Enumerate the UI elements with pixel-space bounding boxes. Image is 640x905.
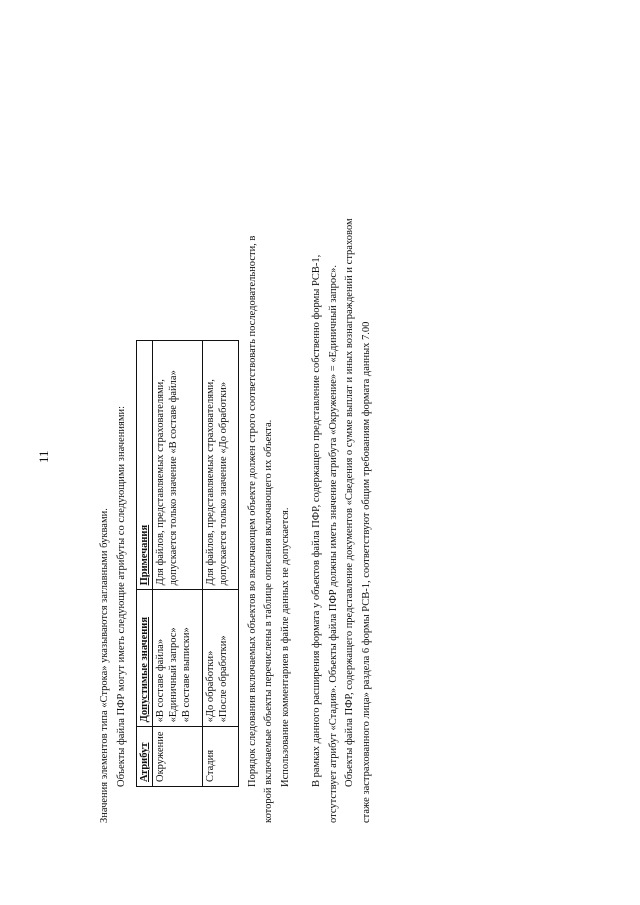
header-allowed-values: Допустимые значения: [137, 590, 153, 727]
value-line: «До обработки»: [205, 650, 217, 723]
cell-values: [203, 590, 239, 727]
cell-notes: [153, 341, 203, 590]
intro-line-1: Значения элементов типа «Строка» указываются заглавными буквами.: [99, 508, 110, 823]
page-number: 11: [36, 450, 51, 463]
value-line: «Единичный запрос»: [168, 627, 180, 723]
note-line: допускается только значение «До обработки»: [218, 381, 230, 586]
note-line: Для файлов, представляемых страхователями,: [205, 379, 217, 586]
body-line-6: Объекты файла ПФР, содержащего представление документов «Сведения о сумме выплат и иных вознаграждений и страховом: [344, 218, 355, 787]
body-line-3: Использование комментариев в файле данных не допускается.: [280, 507, 291, 787]
table-row: [153, 341, 203, 787]
attributes-table: [136, 340, 239, 787]
cell-values: [153, 590, 203, 727]
value-line: «После обработки»: [218, 635, 230, 723]
body-line-5: отсутствует атрибут «Стадия». Объекты файла ПФР должны иметь значение атрибута «Окружение» = «Единичный запрос».: [328, 265, 339, 823]
body-line-2: которой включаемые объекты перечислены в таблице описания включающего их объекта.: [263, 419, 274, 823]
cell-attribute: Окружение: [153, 727, 203, 787]
body-line-7: стаже застрахованного лица» раздела 6 формы РСВ-1, соответствуют общим требованиям формата данных 7.00: [361, 321, 372, 823]
cell-notes: [203, 341, 239, 590]
body-line-4: В рамках данного расширения формата у объектов файла ПФР, содержащего представление собственно формы РСВ-1,: [311, 254, 322, 787]
body-line-1: Порядок следования включаемых объектов во включающем объекте должен строго соответствовать последовательности, в: [247, 235, 258, 787]
value-line: «В составе выписки»: [181, 627, 193, 723]
table-row: [203, 341, 239, 787]
table-header-row: [137, 341, 153, 787]
note-line: допускается только значение «В составе файла»: [168, 370, 180, 586]
header-attribute: Атрибут: [137, 727, 153, 787]
value-line: «В составе файла»: [155, 638, 167, 723]
intro-line-2: Объекты файла ПФР могут иметь следующие атрибуты со следующими значениями:: [116, 406, 127, 787]
note-line: Для файлов, представляемых страхователями,: [155, 379, 167, 586]
header-notes: Примечания: [137, 341, 153, 590]
cell-attribute: Стадия: [203, 727, 239, 787]
